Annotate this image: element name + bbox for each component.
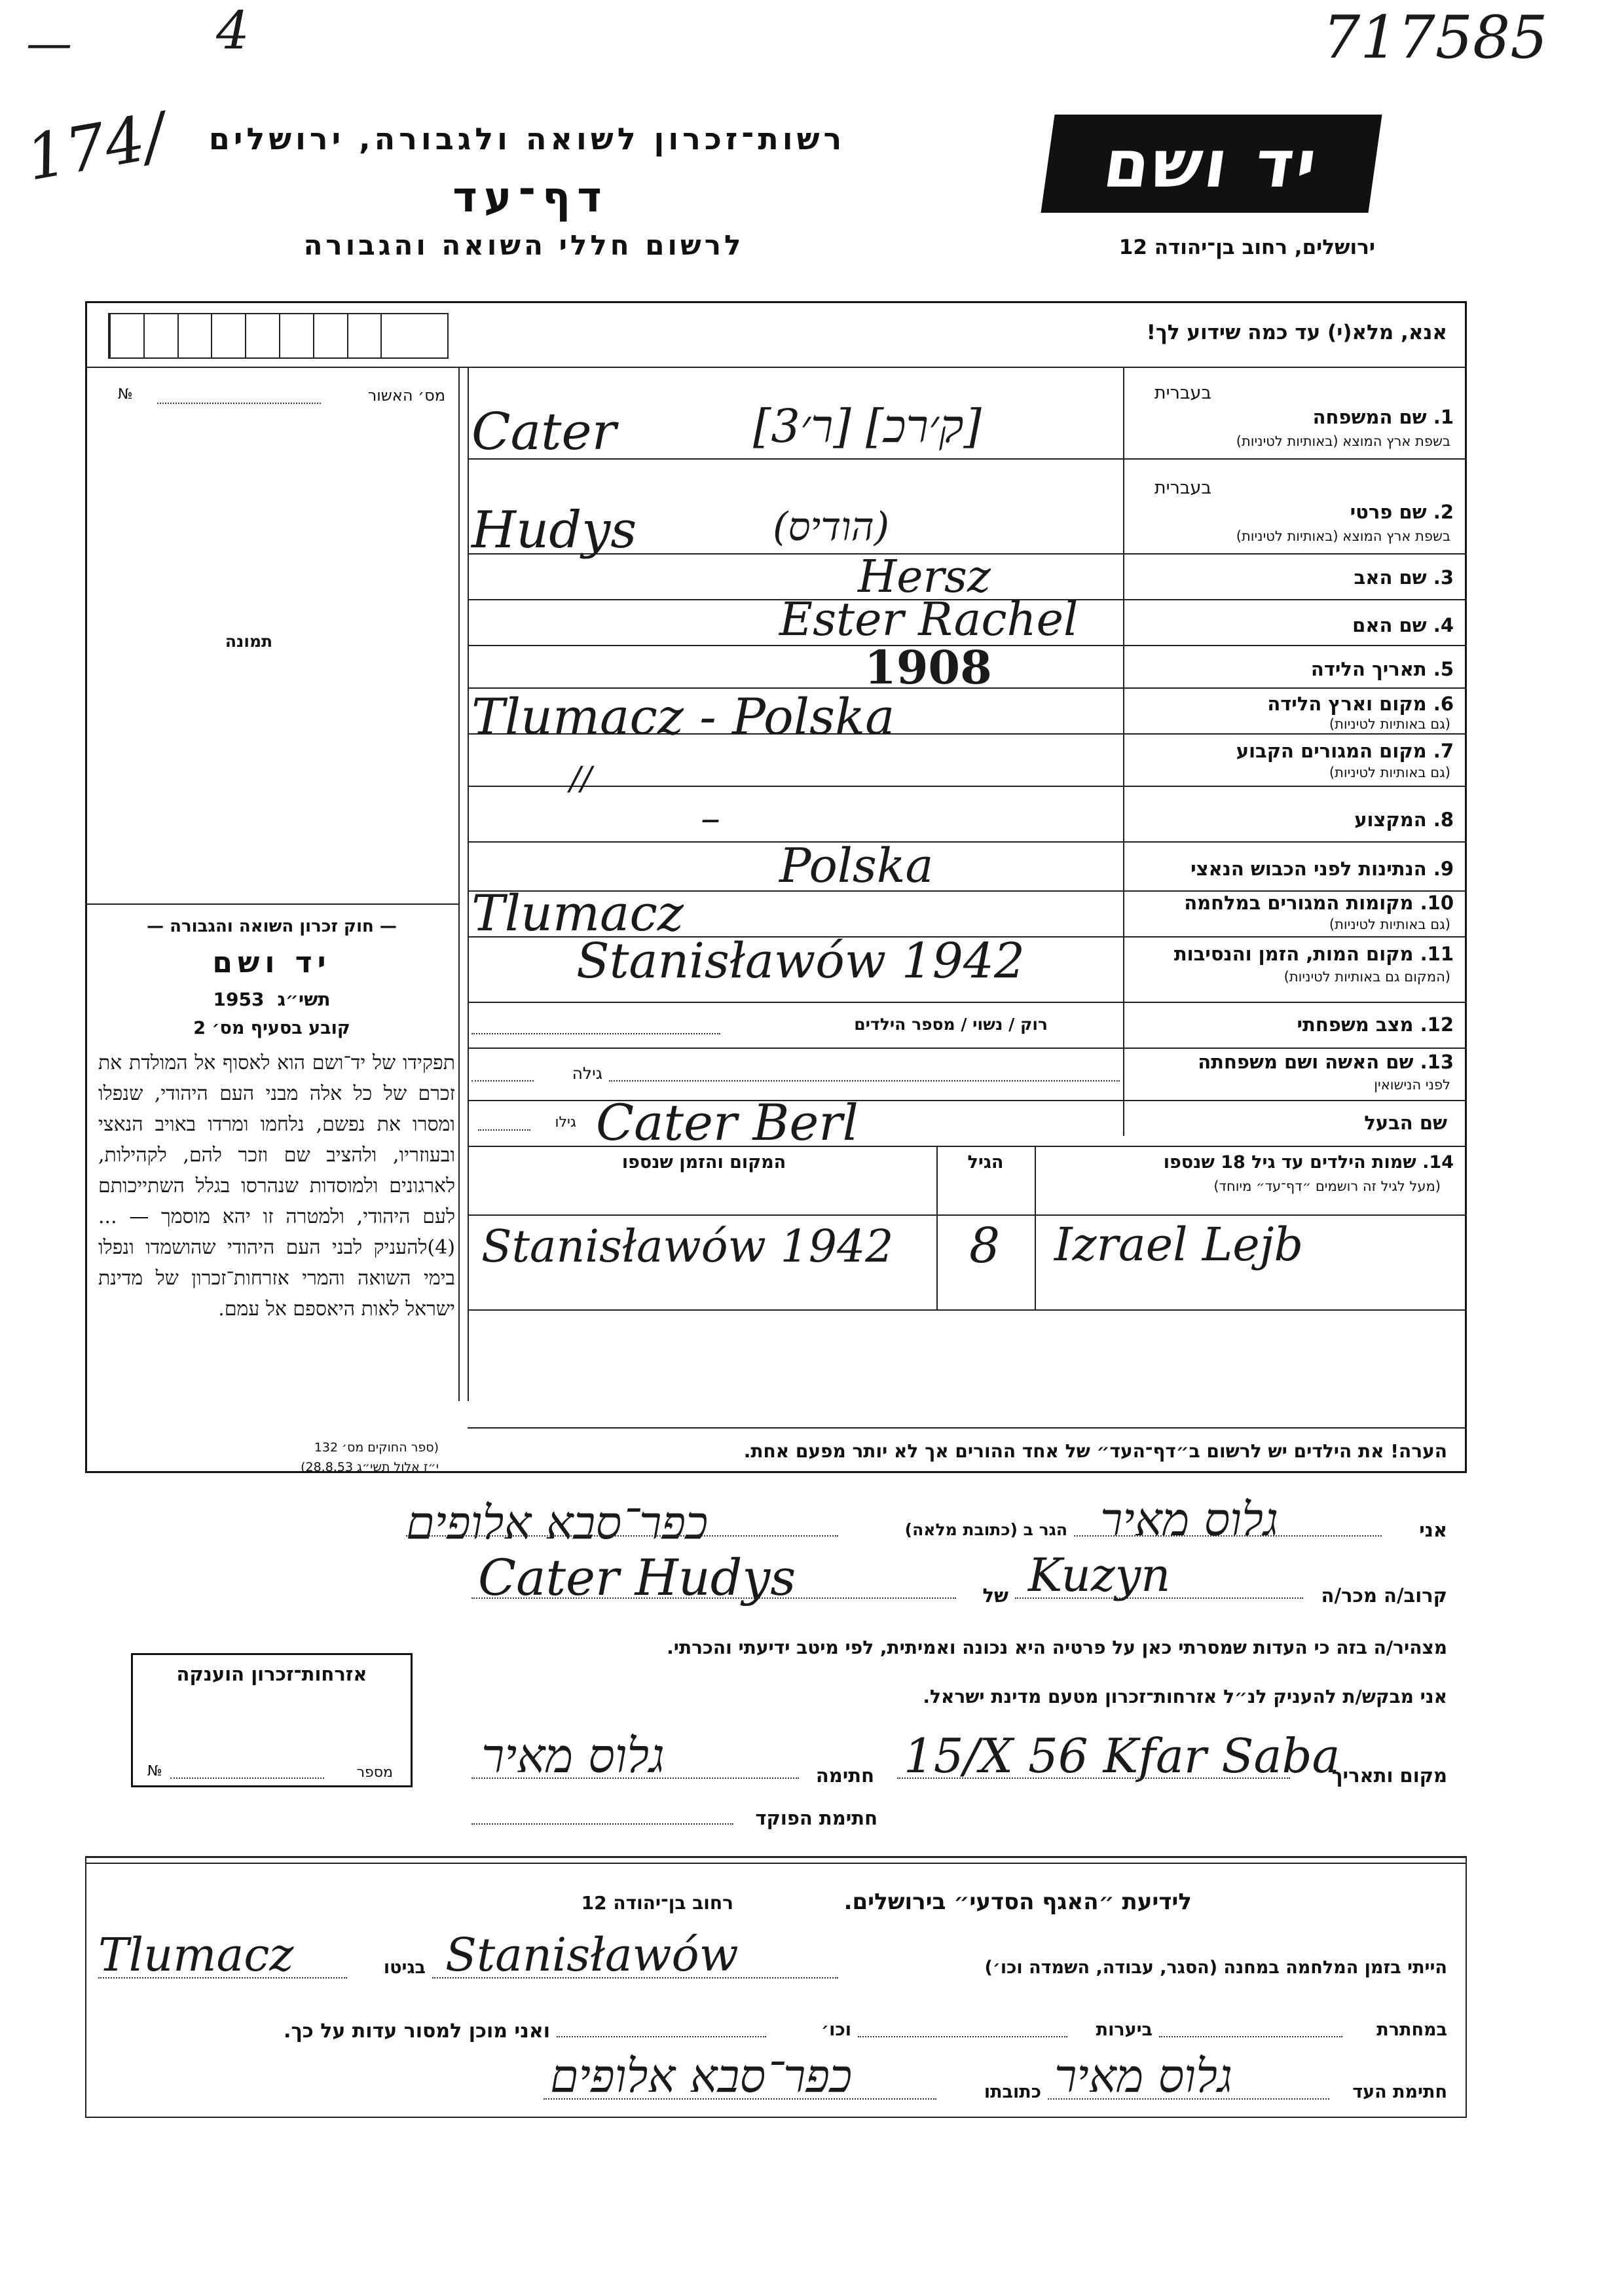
note-field-1: בשפת ארץ המוצא (באותיות לטיניות) [1236, 433, 1450, 449]
bottom-forests: ביערות [1096, 2020, 1153, 2040]
law-body: תפקידו של יד־ושם הוא לאסוף אל המולדת את זכרם של כל אלה מבני העם היהודי, שנפלו ומסרו את נפשם, נלחמו ומרדו באויב הנאצי ובעוזריו, ולהציב שם וזכר להם, לקהילות, לארגונים ולמוסדות שנהרסו בגלל השתייכותם לעם היהודי, ולמטרה זו יהא מוסמך — ...(4)להעניק לבני העם היהודי שהושמדו ונפלו בימי השואה והמרי אזרחות־זכרון של מדינת ישראל לאות היאספם אל עמם. [98, 1051, 455, 1321]
hebrew-marker-2: בעברית [1154, 478, 1211, 498]
top-right-number: 717585 [1323, 3, 1548, 72]
value-husband: Cater Berl [596, 1093, 858, 1152]
note-field-6: (גם באותיות לטיניות) [1329, 716, 1450, 732]
husband-age-label: גילו [555, 1114, 576, 1131]
decl-of-label: של [982, 1584, 1008, 1607]
law-year: 1953 [213, 989, 265, 1010]
label-husband: שם הבעל [1364, 1112, 1447, 1134]
decl-witness-name: גלוס מאיר [1100, 1493, 1279, 1546]
value-death-place: Stanisławów 1942 [576, 933, 1025, 989]
label-field-13: 13. שם האשה ושם משפחתה [1198, 1051, 1454, 1073]
value-birthplace: Tlumacz - Polska [471, 687, 895, 746]
annotation-surname-hebrew: [ק׳רכ] [ר׳3] [753, 399, 982, 453]
child-age: 8 [969, 1218, 1001, 1274]
logo-text: יד ושם [1099, 125, 1324, 202]
approval-no-symbol: № [118, 386, 133, 403]
decl-address: כפר־סבא אלופים [406, 1496, 709, 1550]
law-year-line [92, 989, 452, 1010]
law-title: — חוק זכרון השואה והגבורה — [147, 917, 397, 936]
label-field-3: 3. שם האב [1354, 566, 1454, 589]
bottom-witness-sig: גלוס מאיר [1054, 2049, 1233, 2103]
page-subtitle: לרשום חללי השואה והגבורה [303, 229, 745, 261]
id-boxes [108, 313, 449, 359]
bottom-line1-label: הייתי בזמן המלחמה במחנה (הסגר, עבודה, השמדה וכו׳) [984, 1958, 1447, 1978]
bottom-etc: וכו׳ [821, 2020, 851, 2040]
decl-signature-label: חתימה [815, 1764, 874, 1787]
label-field-6: 6. מקום וארץ הלידה [1267, 693, 1454, 715]
children-heading: 14. שמות הילדים עד גיל 18 שנספו [1163, 1152, 1454, 1173]
bottom-underground: במחתרת [1376, 2020, 1447, 2040]
decl-place-date: 15/X 56 Kfar Saba [904, 1728, 1340, 1783]
citizenship-box-title: אזרחות־זכרון הוענקה [176, 1663, 367, 1685]
label-field-2: 2. שם פרטי [1350, 501, 1454, 523]
label-field-9: 9. הנתינות לפני הכבוש הנאצי [1190, 858, 1454, 880]
top-left-number: 4 [216, 0, 249, 61]
value-war-residence: Tlumacz [471, 884, 684, 942]
law-name: יד ושם [212, 946, 331, 979]
yad-vashem-logo [1041, 115, 1382, 213]
child-name: Izrael Lejb [1054, 1218, 1304, 1271]
bottom-ready: ואני מוכן למסור עדות על כך. [284, 2020, 550, 2043]
bottom-ghetto-label: בגיטו [383, 1958, 426, 1978]
approval-no-label: מס׳ האשור [367, 386, 445, 405]
label-field-12: 12. מצב משפחתי [1297, 1013, 1454, 1036]
law-year-hebrew: תשי״ג [277, 989, 331, 1010]
header-address: ירושלים, רחוב בן־יהודה 12 [1118, 236, 1375, 259]
wife-maiden-age-label: גילה [572, 1064, 602, 1083]
left-folio: 174/ [21, 100, 172, 195]
label-field-1: 1. שם המשפחה [1312, 406, 1454, 428]
value-firstname: Hudys [471, 501, 637, 560]
bottom-title: לידיעת ״האגף הסדעי״ בירושלים. [843, 1889, 1192, 1915]
value-family-status: רוק / נשוי / מספר הילדים [854, 1015, 1048, 1034]
child-place: Stanisławów 1942 [481, 1221, 894, 1273]
bottom-address-label: כתובתו [984, 2082, 1041, 2102]
note-field-2: בשפת ארץ המוצא (באותיות לטיניות) [1236, 528, 1450, 544]
annotation-firstname-hebrew: (הודיס) [773, 504, 890, 550]
photo-label: תמונה [225, 632, 273, 651]
label-field-4: 4. שם האם [1352, 614, 1454, 636]
value-birthdate: 1908 [864, 640, 992, 695]
note-field-13: לפני הנישואין [1374, 1077, 1450, 1093]
citizenship-no-symbol: № [147, 1763, 162, 1779]
label-field-5: 5. תאריך הלידה [1310, 658, 1454, 680]
page-title: דף־עד [452, 173, 608, 222]
decl-relative-label: קרוב/ה מכר/ה [1321, 1584, 1447, 1607]
decl-place-date-label: מקום ותאריך [1331, 1764, 1447, 1787]
decl-i-label: אני [1419, 1519, 1447, 1541]
law-source: (ספר החוקים מס׳ 132 [314, 1440, 439, 1455]
citizenship-no-label: מספר [356, 1764, 393, 1781]
request-text: אנא, מלא(י) עד כמה שידוע לך! [1146, 321, 1447, 344]
note-field-10: (גם באותיות לטיניות) [1329, 917, 1450, 932]
decl-request: אני מבקש/ת להעניק לנ״ל אזרחות־זכרון מטעם מדינת ישראל. [923, 1686, 1447, 1707]
note-field-7: (גם באותיות לטיניות) [1329, 765, 1450, 780]
bottom-witness-sig-label: חתימת העד [1352, 2082, 1447, 2102]
bottom-camp: Tlumacz [98, 1928, 294, 1982]
value-surname: Cater [471, 403, 616, 462]
note-field-11: (המקום גם באותיות לטיניות) [1283, 969, 1450, 985]
value-father: Hersz [858, 551, 991, 603]
value-profession: – [701, 795, 720, 841]
authority-title: רשות־זכרון לשואה ולגבורה, ירושלים [208, 121, 846, 156]
children-col-age: הגיל [967, 1152, 1004, 1173]
law-clause: קובע בסעיף מס׳ 2 [193, 1018, 350, 1038]
label-field-10: 10. מקומות המגורים במלחמה [1184, 892, 1454, 914]
remark-text: הערה! את הילדים יש לרשום ב״דף־העד״ של אחד ההורים אך לא יותר מפעם אחת. [743, 1440, 1447, 1462]
children-col-place: המקום והזמן שנספו [621, 1152, 786, 1173]
hebrew-marker-1: בעברית [1154, 383, 1211, 403]
bottom-address: רחוב בן־יהודה 12 [581, 1892, 733, 1914]
bottom-witness-address: כפר־סבא אלופים [550, 2049, 853, 2103]
decl-signature: גלוס מאיר [481, 1728, 665, 1783]
decl-resides-label: הגר ב (כתובת מלאה) [904, 1520, 1067, 1539]
law-source-date: י״ז אלול תשי״ג 28.8.53) [301, 1460, 439, 1474]
label-field-7: 7. מקום המגורים הקבוע [1236, 740, 1454, 762]
decl-officer-label: חתימת הפוקד [755, 1807, 877, 1829]
value-residence: // [570, 759, 592, 797]
bottom-ghetto: Stanisławów [445, 1928, 739, 1982]
label-field-8: 8. המקצוע [1354, 809, 1454, 831]
children-heading-note: (מעל לגיל זה רושמים ״דף־עד״ מיוחד) [1213, 1178, 1441, 1194]
top-left-scribble: — [26, 16, 72, 70]
decl-statement: מצהיר/ה בזה כי העדות שמסרתי כאן על פרטיה היא נכונה ואמיתית, לפי מיטב ידיעתי והכרתי. [667, 1637, 1447, 1658]
decl-relation: Kuzyn [1028, 1548, 1171, 1602]
value-mother: Ester Rachel [779, 592, 1079, 646]
label-field-11: 11. מקום המות, הזמן והנסיבות [1173, 943, 1454, 965]
decl-subject-name: Cater Hudys [478, 1548, 796, 1607]
value-citizenship: Polska [779, 838, 934, 893]
